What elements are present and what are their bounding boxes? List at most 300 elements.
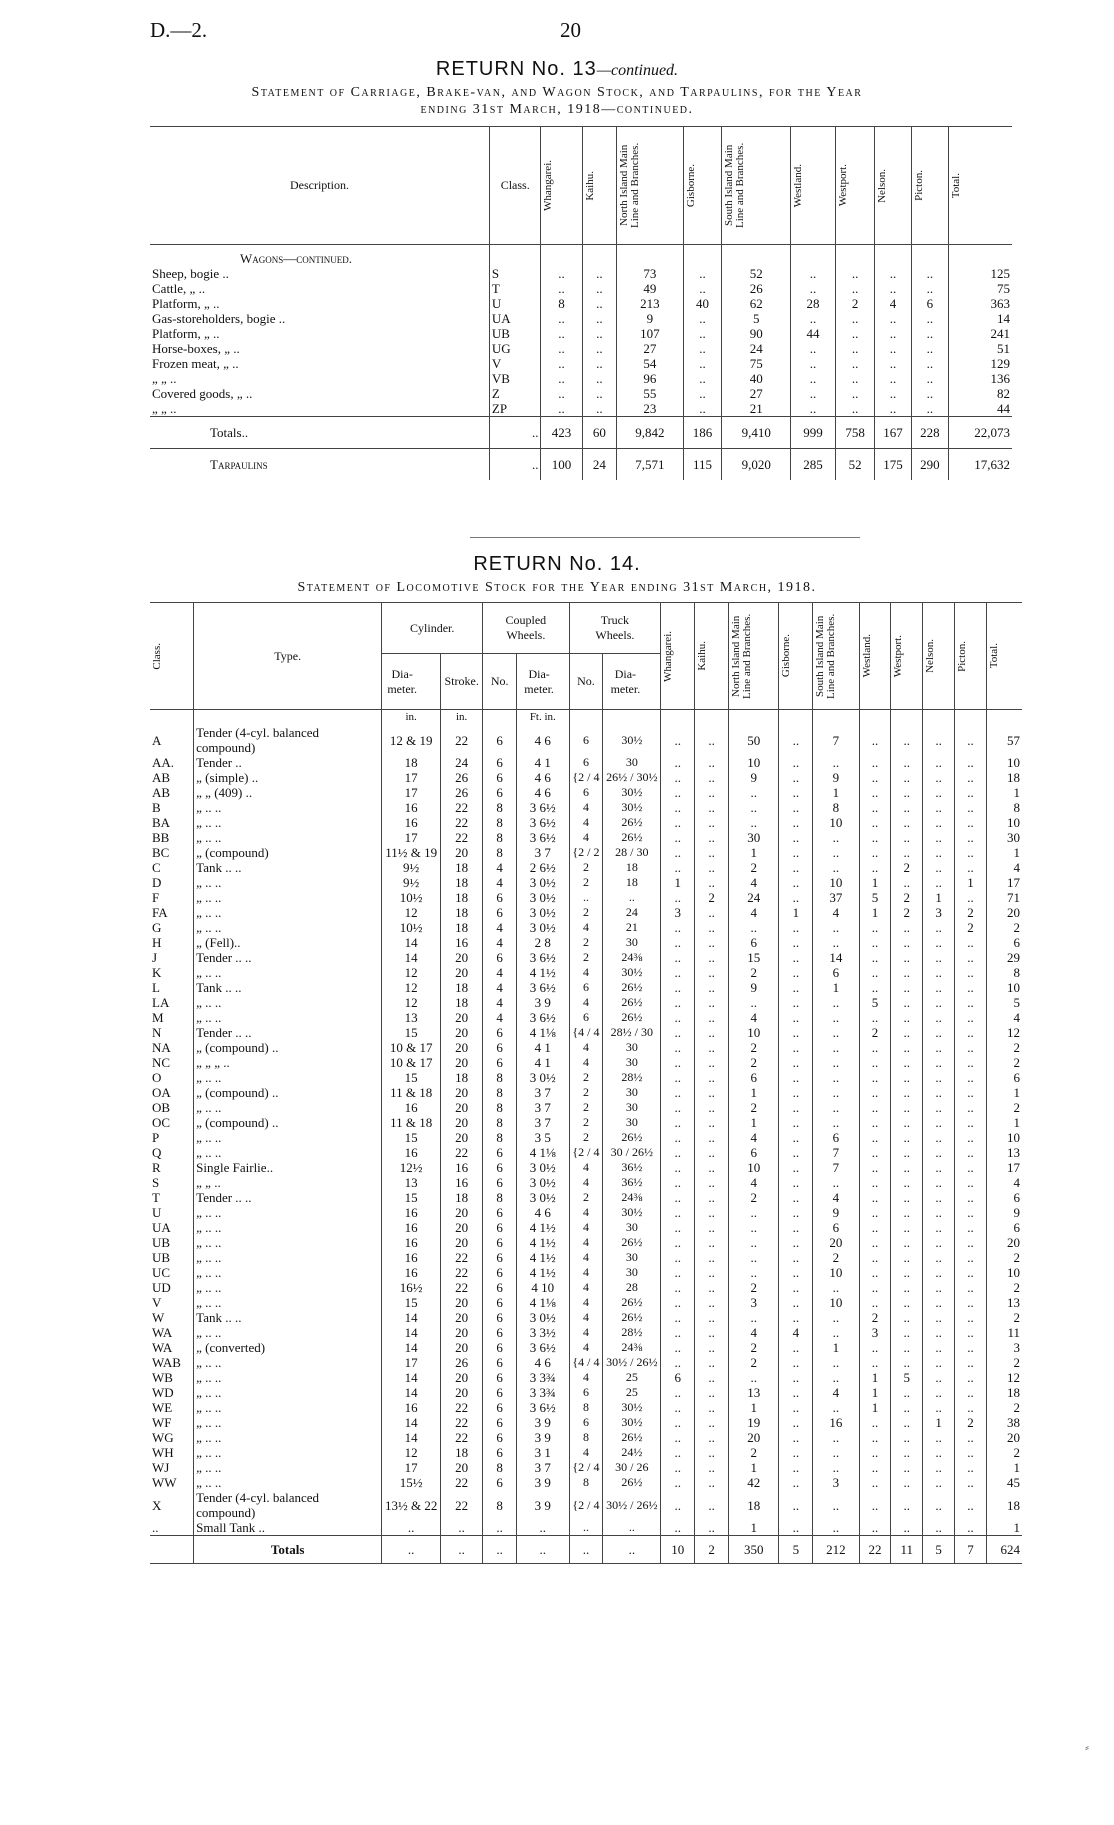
return14-class: WA (152, 1325, 173, 1340)
return14-truck-no: 2 (569, 1085, 603, 1100)
return14-cell-westport: 2 (891, 860, 923, 875)
return14-coupled-diameter: 4 6 (517, 770, 569, 785)
return14-stroke: 20 (441, 1370, 483, 1385)
page-header-reference: D.—2. (150, 18, 208, 42)
return14-coupled-diameter: 4 1½ (517, 1250, 569, 1265)
return14-cell-whangarei: .. (661, 755, 695, 770)
return14-cell-westland: 1 (859, 1370, 891, 1385)
return14-cell-gisborne: .. (779, 1010, 813, 1025)
return14-coupled-diameter: 3 7 (517, 1115, 569, 1130)
return14-type: Tender (4-cyl. balanced compound) (194, 1490, 382, 1520)
return13-totals-class: .. (489, 417, 541, 449)
return14-truck-no: 4 (569, 1235, 603, 1250)
return14-class: AB (152, 770, 171, 785)
return14-cell-north-island: 1 (729, 1460, 779, 1475)
return14-cell-north-island: 2 (729, 1040, 779, 1055)
return13-class: VB (489, 371, 541, 386)
return14-totals-gisborne: 5 (779, 1536, 813, 1564)
return14-cell-empty (813, 710, 859, 726)
return13-description: „ „ .. (152, 401, 177, 416)
return13-cell-south-island: 40 (722, 371, 790, 386)
return14-cell-nelson: .. (923, 1100, 955, 1115)
return14-cyl-diameter: 14 (382, 1310, 441, 1325)
return14-cell-kaihu: .. (695, 1295, 729, 1310)
return14-cell-gisborne: .. (779, 935, 813, 950)
return14-cell-picton: 1 (955, 875, 987, 890)
return13-col-class: Class. (489, 127, 541, 245)
return14-cyl-diameter: 16 (382, 1235, 441, 1250)
return14-cell-westport: .. (891, 815, 923, 830)
return14-cell-total: 6 (986, 935, 1022, 950)
return14-cell-kaihu: .. (695, 1055, 729, 1070)
return14-type: „ (simple) .. (194, 770, 382, 785)
return14-stroke: 16 (441, 1160, 483, 1175)
return14-stroke: 20 (441, 1235, 483, 1250)
return14-coupled-no: 6 (483, 1340, 517, 1355)
table-row (150, 1325, 1022, 1340)
return14-cell-picton: .. (955, 965, 987, 980)
return13-tarpaulins-cell-whangarei: 100 (541, 449, 582, 481)
table-row (150, 830, 1022, 845)
return14-truck-diameter: 26½ (603, 995, 661, 1010)
return14-cell-kaihu: .. (695, 875, 729, 890)
return14-cell-nelson: .. (923, 1280, 955, 1295)
return14-cell-gisborne: .. (779, 1295, 813, 1310)
return13-cell-westland: .. (790, 311, 835, 326)
return14-totals-row (150, 1536, 1022, 1564)
return14-class: U (152, 1205, 162, 1220)
return14-cell-nelson: .. (923, 1355, 955, 1370)
return14-cell-kaihu: .. (695, 785, 729, 800)
return14-cell-westport: .. (891, 770, 923, 785)
return14-cell-total: 1 (986, 1520, 1022, 1536)
return14-cell-south-island: 10 (813, 1265, 859, 1280)
table-row (150, 281, 1012, 296)
return14-cell-westport: .. (891, 830, 923, 845)
return14-cell-gisborne: .. (779, 1025, 813, 1040)
return14-truck-no: 4 (569, 1265, 603, 1280)
return14-stroke: 20 (441, 1340, 483, 1355)
return13-table (150, 126, 1012, 480)
return13-cell-north-island: 55 (617, 386, 683, 401)
return13-cell-total: 82 (948, 386, 1012, 401)
return14-cell-whangarei: .. (661, 1325, 695, 1340)
return14-cell-nelson: .. (923, 1115, 955, 1130)
return14-coupled-no: 6 (483, 1235, 517, 1250)
return14-truck-no: 4 (569, 1250, 603, 1265)
return14-type: Tender .. .. (194, 1025, 382, 1040)
return14-cyl-diameter: 15½ (382, 1475, 441, 1490)
return14-cell-westland: .. (859, 1085, 891, 1100)
return14-cell-north-island: 6 (729, 1145, 779, 1160)
return14-coupled-no: 8 (483, 1100, 517, 1115)
return14-cell-nelson: .. (923, 995, 955, 1010)
return14-truck-diameter: 30 / 26 (603, 1460, 661, 1475)
return14-coupled-diameter: 3 5 (517, 1130, 569, 1145)
return14-type: „ .. .. (194, 1220, 382, 1235)
return13-cell-south-island: 5 (722, 311, 790, 326)
return14-body (150, 710, 1022, 1564)
return14-cell-whangarei: .. (661, 1130, 695, 1145)
return14-cell-gisborne: .. (779, 860, 813, 875)
return14-cell-kaihu: .. (695, 800, 729, 815)
return14-cell-westport: .. (891, 1520, 923, 1536)
return14-cell-whangarei: .. (661, 1100, 695, 1115)
return14-truck-diameter: .. (603, 890, 661, 905)
return14-truck-diameter: 24⅜ (603, 1190, 661, 1205)
return13-cell-westland: .. (790, 371, 835, 386)
return14-cell-south-island: 10 (813, 815, 859, 830)
return14-cell-nelson: .. (923, 1190, 955, 1205)
return14-cell-kaihu: .. (695, 1145, 729, 1160)
return14-cell-north-island: 10 (729, 1025, 779, 1040)
table-row (150, 1490, 1022, 1520)
return13-cell-empty (875, 245, 912, 267)
return14-cell-gisborne: 1 (779, 905, 813, 920)
return14-cyl-diameter: 14 (382, 935, 441, 950)
table-row (150, 1385, 1022, 1400)
return14-cell-north-island: .. (729, 1235, 779, 1250)
return14-cell-total: 18 (986, 770, 1022, 785)
return13-cell-picton: .. (911, 356, 948, 371)
return14-cell-whangarei: .. (661, 830, 695, 845)
return14-cell-total: 18 (986, 1490, 1022, 1520)
return14-cell-north-island: 9 (729, 980, 779, 995)
return14-cell-westland: 2 (859, 1025, 891, 1040)
table-row (150, 905, 1022, 920)
return13-cell-westport: .. (836, 281, 875, 296)
return14-group-truck: Truck Wheels. (569, 603, 661, 654)
return14-type: „ (converted) (194, 1340, 382, 1355)
return14-type: „ .. .. (194, 1370, 382, 1385)
return14-truck-diameter: 26½ (603, 1235, 661, 1250)
return13-class: UB (489, 326, 541, 341)
return14-cell-whangarei: .. (661, 1250, 695, 1265)
table-row (150, 1220, 1022, 1235)
return14-class: NC (152, 1055, 171, 1070)
table-row (150, 1010, 1022, 1025)
return14-cell-nelson: .. (923, 1310, 955, 1325)
return14-coupled-no: 6 (483, 1025, 517, 1040)
return14-truck-diameter: .. (603, 1520, 661, 1536)
return14-truck-no: 4 (569, 1205, 603, 1220)
return13-cell-gisborne: .. (683, 341, 722, 356)
return13-cell-south-island: 62 (722, 296, 790, 311)
return13-totals-cell-kaihu: 60 (582, 417, 617, 449)
table-row (150, 1190, 1022, 1205)
return13-cell-whangarei: .. (541, 266, 582, 281)
return14-cell-north-island: 19 (729, 1415, 779, 1430)
return14-cell-south-island: 10 (813, 875, 859, 890)
return14-cell-whangarei: .. (661, 950, 695, 965)
return14-cell-kaihu: .. (695, 950, 729, 965)
return14-cell-westport: .. (891, 1115, 923, 1130)
return14-totals-south-island: 212 (813, 1536, 859, 1564)
return14-cell-westland: .. (859, 1235, 891, 1250)
table-row (150, 371, 1012, 386)
return14-cell-whangarei: .. (661, 1010, 695, 1025)
table-row (150, 1280, 1022, 1295)
return14-coupled-no: 4 (483, 860, 517, 875)
return14-col-south-island: South Island Main Line and Branches. (813, 603, 859, 710)
return13-cell-total: 363 (948, 296, 1012, 311)
return14-cell-kaihu: .. (695, 725, 729, 755)
return13-cell-kaihu: .. (582, 281, 617, 296)
return14-stroke: 20 (441, 1100, 483, 1115)
return13-cell-empty (489, 245, 541, 267)
return14-col-truck-no: No. (569, 654, 603, 710)
return14-cyl-diameter: 12 (382, 1445, 441, 1460)
return14-cell-total: 12 (986, 1370, 1022, 1385)
table-row (150, 785, 1022, 800)
table-row (150, 995, 1022, 1010)
return14-col-gisborne: Gisborne. (779, 603, 813, 710)
return14-cell-gisborne: .. (779, 1400, 813, 1415)
return14-cyl-diameter: 9½ (382, 860, 441, 875)
return14-coupled-diameter: 3 9 (517, 995, 569, 1010)
return14-truck-no: 4 (569, 1040, 603, 1055)
return14-cell-south-island: 1 (813, 1340, 859, 1355)
return14-cell-north-island: 2 (729, 1190, 779, 1205)
return14-cell-total: 6 (986, 1070, 1022, 1085)
return14-class: WG (152, 1430, 174, 1445)
return14-cyl-diameter: 14 (382, 1325, 441, 1340)
return14-cell-picton: .. (955, 830, 987, 845)
return14-cell-whangarei: .. (661, 1430, 695, 1445)
return14-type: „ „ (409) .. (194, 785, 382, 800)
return14-cell-nelson: .. (923, 1370, 955, 1385)
return14-cell-south-island: .. (813, 1040, 859, 1055)
return14-stroke: 20 (441, 1460, 483, 1475)
return14-cell-south-island: .. (813, 845, 859, 860)
return14-coupled-diameter: 3 9 (517, 1490, 569, 1520)
return14-stroke: 20 (441, 1205, 483, 1220)
return14-cell-north-island: 10 (729, 755, 779, 770)
return14-coupled-no: .. (483, 1520, 517, 1536)
return14-truck-diameter: 30½ / 26½ (603, 1490, 661, 1520)
return13-col-gisborne: Gisborne. (683, 127, 722, 245)
return14-truck-no: 4 (569, 1445, 603, 1460)
return14-type: „ „ „ .. (194, 1055, 382, 1070)
return14-cell-nelson: .. (923, 800, 955, 815)
return14-truck-diameter: 26½ (603, 1310, 661, 1325)
return13-col-total: Total. (948, 127, 1012, 245)
return14-coupled-diameter: 3 0½ (517, 1310, 569, 1325)
return14-stroke: 16 (441, 935, 483, 950)
return14-cell-south-island: .. (813, 1400, 859, 1415)
return14-cell-south-island: 4 (813, 905, 859, 920)
return13-col-kaihu: Kaihu. (582, 127, 617, 245)
return14-cell-south-island: 1 (813, 785, 859, 800)
return14-cyl-diameter: 12 (382, 965, 441, 980)
return14-truck-no: 8 (569, 1430, 603, 1445)
return14-coupled-no: 6 (483, 1325, 517, 1340)
return14-cell-whangarei: .. (661, 1520, 695, 1536)
return14-coupled-diameter: 4 1⅛ (517, 1145, 569, 1160)
return14-cell-north-island: 2 (729, 965, 779, 980)
return14-cell-south-island: 16 (813, 1415, 859, 1430)
return14-truck-diameter: 36½ (603, 1175, 661, 1190)
return14-cell-whangarei: 1 (661, 875, 695, 890)
return14-cell-picton: .. (955, 815, 987, 830)
return13-description: Cattle, „ .. (152, 281, 206, 296)
page-number: 20 (560, 18, 581, 42)
return14-cell-gisborne: .. (779, 950, 813, 965)
return13-cell-nelson: .. (875, 341, 912, 356)
return14-truck-no: 4 (569, 1295, 603, 1310)
return14-cell-whangarei: .. (661, 1310, 695, 1325)
table-row (150, 815, 1022, 830)
return13-cell-gisborne: .. (683, 371, 722, 386)
return14-cell-north-island: .. (729, 1220, 779, 1235)
return14-cell-kaihu: .. (695, 920, 729, 935)
return14-cell-westport: .. (891, 1130, 923, 1145)
return14-cell-picton: .. (955, 725, 987, 755)
return14-type: „ .. .. (194, 1235, 382, 1250)
return14-statement: Statement of Locomotive Stock for the Year ending 31st March, 1918. (297, 580, 817, 595)
return14-type: „ .. .. (194, 1445, 382, 1460)
return14-coupled-diameter: 3 0½ (517, 1160, 569, 1175)
return14-coupled-diameter: 3 6½ (517, 950, 569, 965)
return14-coupled-no: 6 (483, 1205, 517, 1220)
return14-truck-diameter: 30 (603, 1220, 661, 1235)
return14-coupled-no: 6 (483, 890, 517, 905)
return14-cell-south-island: .. (813, 1010, 859, 1025)
return14-col-stroke: Stroke. (441, 654, 483, 710)
return14-truck-diameter: 21 (603, 920, 661, 935)
return14-group-coupled: Coupled Wheels. (483, 603, 569, 654)
return14-coupled-diameter: 3 0½ (517, 890, 569, 905)
return14-cyl-diameter: 18 (382, 755, 441, 770)
return13-cell-picton: .. (911, 281, 948, 296)
return14-cell-north-island: .. (729, 1370, 779, 1385)
return14-cell-nelson: .. (923, 965, 955, 980)
return14-class: F (152, 890, 160, 905)
return13-cell-westport: .. (836, 356, 875, 371)
return14-cyl-diameter: 10 & 17 (382, 1040, 441, 1055)
return14-type: „ .. .. (194, 995, 382, 1010)
return13-cell-nelson: .. (875, 311, 912, 326)
return14-class: WH (152, 1445, 174, 1460)
return14-cell-empty (569, 710, 603, 726)
return14-cell-westport: .. (891, 1400, 923, 1415)
return13-description: Platform, „ .. (152, 326, 220, 341)
return13-cell-kaihu: .. (582, 356, 617, 371)
return14-cell-south-island: .. (813, 755, 859, 770)
return14-cell-empty (150, 710, 194, 726)
return14-cell-gisborne: .. (779, 1145, 813, 1160)
return14-class: WB (152, 1370, 173, 1385)
return14-type: Small Tank .. (194, 1520, 382, 1536)
return14-truck-diameter: 30 (603, 935, 661, 950)
return14-truck-diameter: 28 (603, 1280, 661, 1295)
return14-cell-picton: .. (955, 1295, 987, 1310)
return14-class: Q (152, 1145, 162, 1160)
return14-stroke: 18 (441, 920, 483, 935)
return14-cell-gisborne: .. (779, 1415, 813, 1430)
return14-truck-diameter: 30 (603, 1085, 661, 1100)
return14-cell-westport: .. (891, 1235, 923, 1250)
return14-coupled-diameter: 3 3¾ (517, 1385, 569, 1400)
return14-cell-westland: .. (859, 845, 891, 860)
return13-cell-empty (948, 245, 1012, 267)
return13-cell-whangarei: .. (541, 341, 582, 356)
return14-cell-total: 1 (986, 1460, 1022, 1475)
return14-col-westland: Westland. (859, 603, 891, 710)
return14-class: UD (152, 1280, 171, 1295)
return14-cell-total: 38 (986, 1415, 1022, 1430)
return14-cell-whangarei: .. (661, 980, 695, 995)
return14-coupled-diameter: 4 1 (517, 1055, 569, 1070)
return13-cell-south-island: 90 (722, 326, 790, 341)
return13-totals-label: Totals.. (210, 425, 249, 440)
return14-cell-kaihu: .. (695, 860, 729, 875)
return14-coupled-no: 6 (483, 1055, 517, 1070)
return14-cell-westland: 2 (859, 1310, 891, 1325)
return14-truck-no: {4 / 4 (569, 1355, 603, 1370)
return14-type: „ (compound) .. (194, 1085, 382, 1100)
return14-class: G (152, 920, 162, 935)
return14-coupled-no: 4 (483, 1010, 517, 1025)
return14-cell-total: 17 (986, 1160, 1022, 1175)
return14-stroke: 20 (441, 1325, 483, 1340)
return14-truck-diameter: 28½ / 30 (603, 1025, 661, 1040)
return14-stroke: 18 (441, 1190, 483, 1205)
return13-cell-westport: .. (836, 401, 875, 417)
return14-cyl-diameter: 12½ (382, 1160, 441, 1175)
return14-coupled-no: 8 (483, 1190, 517, 1205)
return14-cell-kaihu: .. (695, 1100, 729, 1115)
return14-cell-gisborne: .. (779, 1220, 813, 1235)
return14-cell-empty (986, 710, 1022, 726)
table-row (150, 1370, 1022, 1385)
return14-cell-picton: .. (955, 890, 987, 905)
return14-cell-total: 5 (986, 995, 1022, 1010)
return13-cell-empty (582, 245, 617, 267)
return14-cell-westport: .. (891, 1205, 923, 1220)
return14-cell-gisborne: .. (779, 1100, 813, 1115)
return14-coupled-diameter: 3 7 (517, 1460, 569, 1475)
return14-coupled-no: 8 (483, 1085, 517, 1100)
return14-cell-picton: .. (955, 1070, 987, 1085)
return14-cell-westport: .. (891, 1430, 923, 1445)
return14-cell-gisborne: .. (779, 815, 813, 830)
return14-totals-blank: .. (382, 1536, 441, 1564)
return14-cell-picton: .. (955, 1190, 987, 1205)
return14-cell-kaihu: .. (695, 1385, 729, 1400)
return14-type: „ .. .. (194, 875, 382, 890)
return14-cell-total: 1 (986, 785, 1022, 800)
return14-cell-westport: 2 (891, 905, 923, 920)
return13-cell-north-island: 96 (617, 371, 683, 386)
return14-cell-south-island: .. (813, 1070, 859, 1085)
return14-stroke: 20 (441, 1130, 483, 1145)
return13-tarpaulins-class: .. (489, 449, 541, 481)
return14-cyl-diameter: 10 & 17 (382, 1055, 441, 1070)
return14-coupled-diameter: 4 6 (517, 1205, 569, 1220)
return14-cell-kaihu: .. (695, 845, 729, 860)
return14-cell-north-island: 50 (729, 725, 779, 755)
return14-type: „ .. .. (194, 1205, 382, 1220)
return14-coupled-diameter: 3 3½ (517, 1325, 569, 1340)
return14-stroke: 18 (441, 905, 483, 920)
return14-cell-gisborne: .. (779, 1175, 813, 1190)
return14-cyl-diameter: 16½ (382, 1280, 441, 1295)
return14-cell-westport: .. (891, 1355, 923, 1370)
return14-cell-picton: .. (955, 1445, 987, 1460)
return14-truck-diameter: 28½ (603, 1070, 661, 1085)
return14-cell-gisborne: .. (779, 890, 813, 905)
